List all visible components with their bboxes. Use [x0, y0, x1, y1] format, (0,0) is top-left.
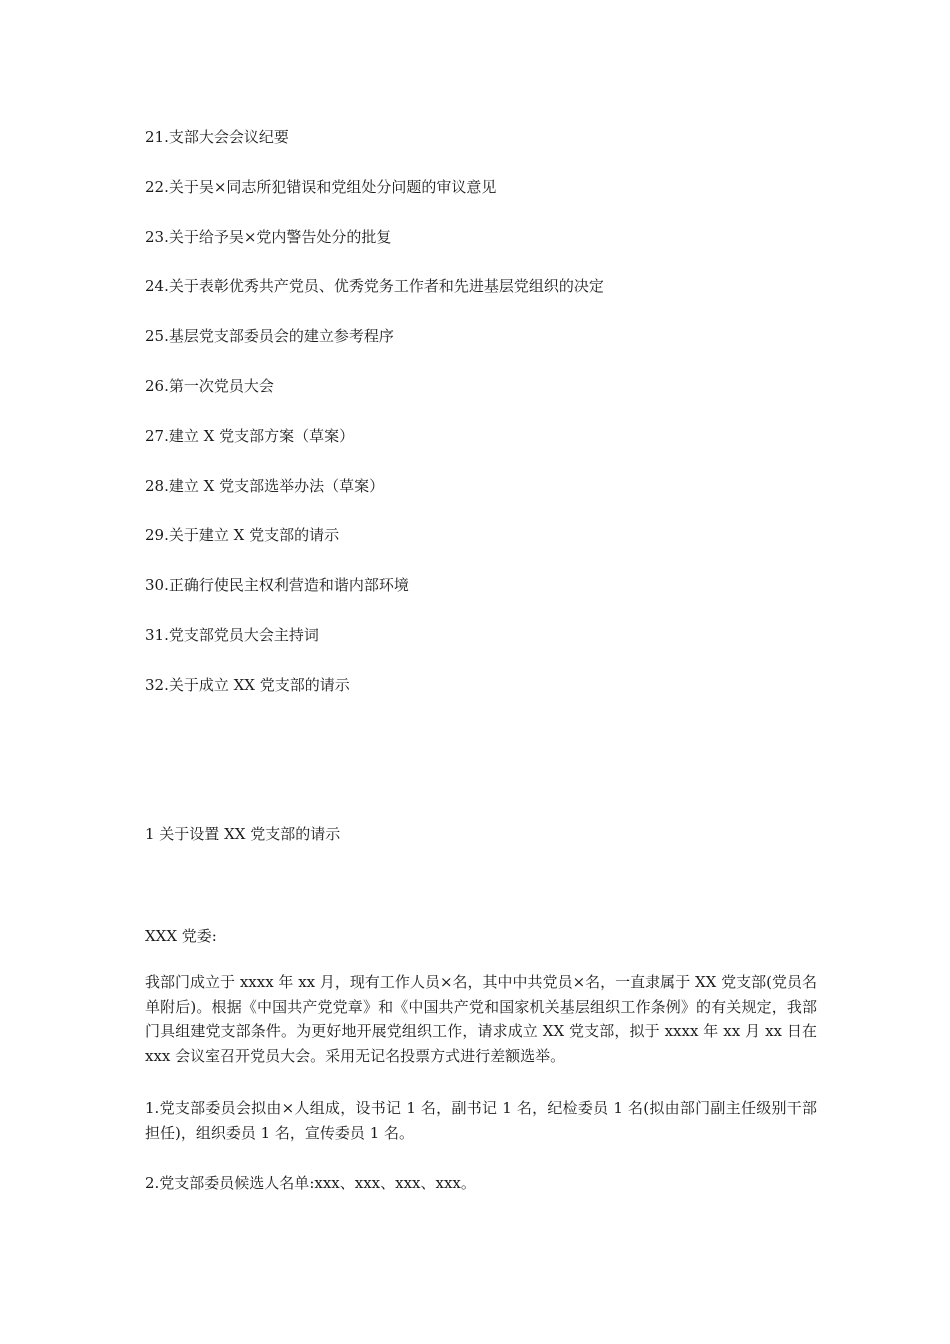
toc-item: 23.关于给予吴×党内警告处分的批复 — [145, 227, 392, 246]
toc-item: 29.关于建立 X 党支部的请示 — [145, 526, 340, 545]
toc-item: 31.党支部党员大会主持词 — [145, 625, 319, 644]
toc-item: 27.建立 X 党支部方案（草案） — [145, 426, 355, 445]
toc-item: 24.关于表彰优秀共产党员、优秀党务工作者和先进基层党组织的决定 — [145, 277, 604, 296]
toc-item: 28.建立 X 党支部选举办法（草案） — [145, 476, 385, 495]
toc-item: 32.关于成立 XX 党支部的请示 — [145, 675, 350, 694]
toc-item: 21.支部大会会议纪要 — [145, 128, 289, 146]
body-paragraph: 我部门成立于 xxxx 年 xx 月，现有工作人员×名，其中中共党员×名，一直隶属于 XX 党支部(党员名单附后)。根据《中国共产党党章》和《中国共产党和国家机关基层组织工作条例》的有关规定，我部门具组建党支部条件。为更好地开展党组织工作，请求成立 XX 党支部，拟于 xxxx 年 xx 月 xx 日在 xxx 会议室召开党员大会。采用无记名投票方式进行差额选举。 — [145, 973, 817, 1065]
body-paragraph: 2.党支部委员候选人名单:xxx、xxx、xxx、xxx。 — [145, 1174, 476, 1192]
salutation: XXX 党委: — [145, 927, 217, 945]
toc-item: 26.第一次党员大会 — [145, 376, 274, 395]
toc-item: 22.关于吴×同志所犯错误和党组处分问题的审议意见 — [145, 177, 497, 196]
toc-item: 30.正确行使民主权利营造和谐内部环境 — [145, 576, 409, 595]
toc-item: 25.基层党支部委员会的建立参考程序 — [145, 327, 394, 346]
section-title: 1 关于设置 XX 党支部的请示 — [145, 825, 341, 843]
body-paragraph: 1.党支部委员会拟由×人组成，设书记 1 名，副书记 1 名，纪检委员 1 名(拟由部门副主任级别干部担任)，组织委员 1 名，宣传委员 1 名。 — [145, 1099, 817, 1142]
table-of-contents — [145, 126, 825, 724]
